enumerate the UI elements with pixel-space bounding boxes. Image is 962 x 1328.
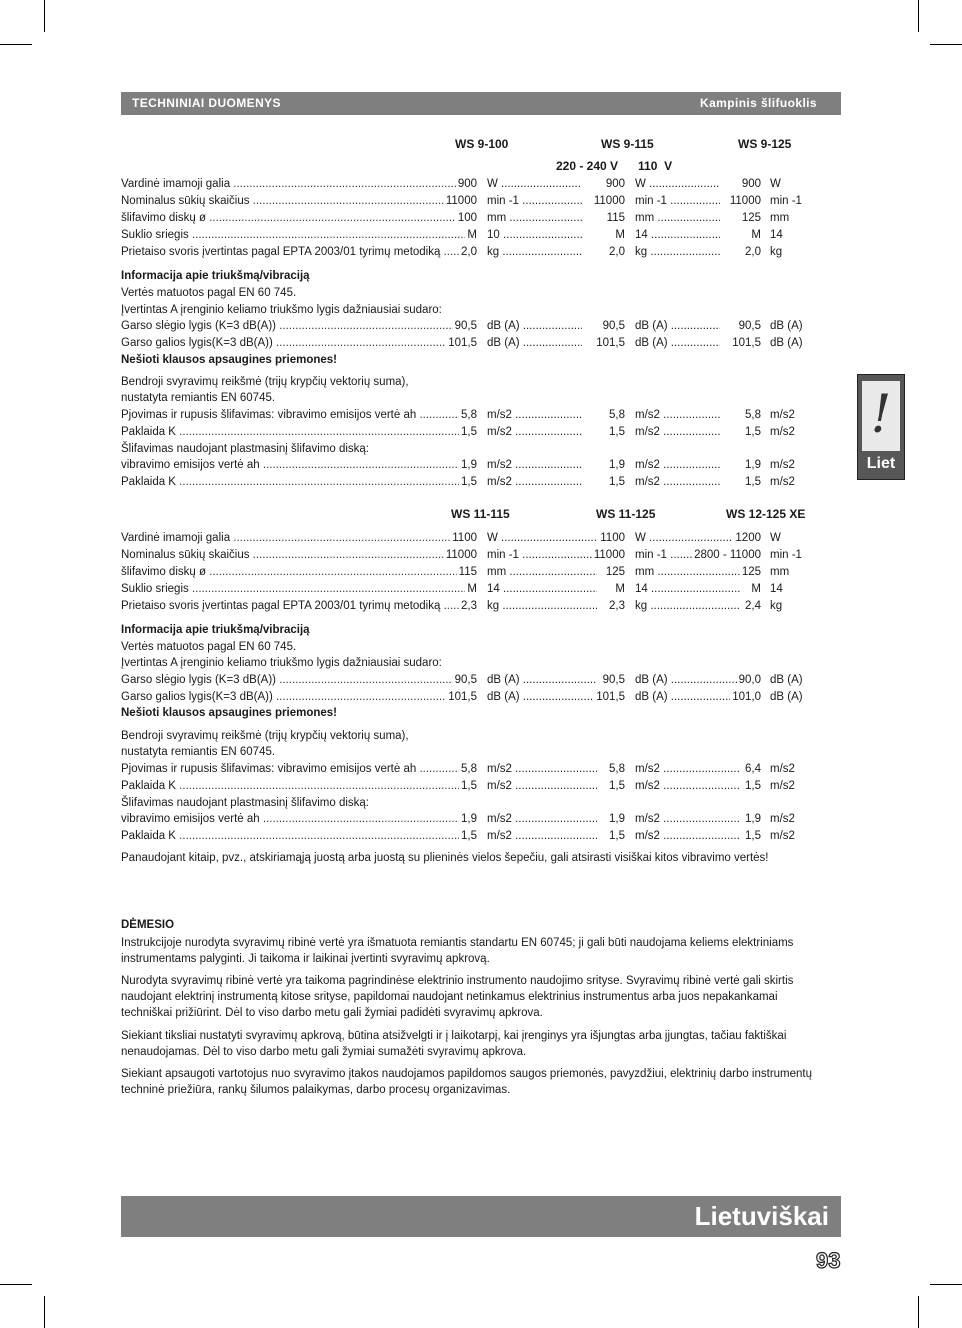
footer-language: Lietuviškai: [694, 1201, 829, 1231]
noise-line: Vertės matuotos pagal EN 60 745.: [121, 641, 297, 653]
spec-u1: 10 .....: [487, 227, 582, 244]
header-bar: [121, 92, 841, 115]
spec-u1: min -1 .....: [487, 547, 597, 564]
spec-u3: min -1: [770, 549, 802, 561]
spec-u3: dB (A): [770, 337, 803, 349]
spec-v1: 5,8: [459, 761, 477, 778]
spec-u2: mm .....: [635, 564, 740, 581]
spec-row: [121, 457, 841, 474]
model-header: WS 9-125: [738, 137, 792, 151]
spec-v1: M: [465, 581, 477, 598]
attention-paragraph: Nurodyta svyravimų ribinė vertė yra taikoma pagrindinėse elektrinio instrumento naudojimo srityse. Svyravimų ribinė vertė gali skirtis naudojant elektrinį instrumentą kitose srityse, papildomai naudojant netinkamus elektrinius instrumentus arba juos nepakankamai techniškai prižiūrint. Dėl to viso darbo metu gali žymiai padidėti svyravimų apkrova.: [121, 975, 794, 1019]
spec-u2: 14 .....: [635, 227, 720, 244]
header-title: TECHNINIAI DUOMENYS: [132, 96, 281, 110]
spec-u3: m/s2: [770, 830, 795, 842]
spec-u1: min -1 .....: [487, 193, 582, 210]
spec-u3: mm: [770, 212, 790, 224]
spec-v3: 1,5: [743, 778, 761, 795]
spec-label: Garso slėgio lygis (K=3 dB(A)) .....: [121, 672, 477, 689]
spec-v2: M: [613, 581, 625, 598]
language-side-tab: [857, 374, 905, 480]
spec-u1: m/s2 .....: [487, 457, 582, 474]
spec-row: [121, 335, 841, 352]
spec-v2: 1100: [598, 530, 625, 547]
spec-v1: 90,5: [453, 318, 477, 335]
spec-v2: 101,5: [594, 335, 625, 352]
noise-line: Vertės matuotos pagal EN 60 745.: [121, 287, 297, 299]
spec-v3: 101,5: [730, 335, 761, 352]
spec-u2: 14 .....: [635, 581, 740, 598]
spec-u2: m/s2 .....: [635, 424, 720, 441]
spec-v3: 1,5: [743, 474, 761, 491]
spec-v3: 5,8: [743, 407, 761, 424]
spec-u1: m/s2 .....: [487, 811, 597, 828]
spec-row: [121, 581, 841, 598]
spec-label: Nominalus sūkių skaičius .....: [121, 193, 477, 210]
spec-row: [121, 318, 841, 335]
spec-v3: 6,4: [743, 761, 761, 778]
model-header: WS 12-125 XE: [726, 507, 806, 521]
spec-u3: m/s2: [770, 476, 795, 488]
spec-u2: dB (A) .....: [635, 318, 720, 335]
spec-u1: kg .....: [487, 598, 597, 615]
crop-mark: [0, 1284, 32, 1285]
spec-u2: kg .....: [635, 244, 720, 261]
spec-v2: 2,0: [607, 244, 625, 261]
spec-label: Prietaiso svoris įvertintas pagal EPTA 2003/01 tyrimų metodiką .....: [121, 244, 477, 261]
spec-u3: m/s2: [770, 763, 795, 775]
spec-u3: kg: [770, 246, 783, 258]
spec-u2: dB (A) .....: [635, 335, 720, 352]
spec-u1: m/s2 .....: [487, 828, 597, 845]
spec-v1: 5,8: [459, 407, 477, 424]
spec-u1: m/s2 .....: [487, 761, 597, 778]
spec-u3: dB (A): [770, 674, 803, 686]
spec-row: [121, 564, 841, 581]
spec-u1: W .....: [487, 530, 597, 547]
vib-line: nustatyta remiantis EN 60745.: [121, 392, 276, 404]
vib-line: Bendroji svyravimų reikšmė (trijų krypčių vektorių suma),: [121, 730, 409, 742]
spec-v1: 1,5: [459, 828, 477, 845]
attention-paragraph: Siekiant apsaugoti vartotojus nuo svyravimo įtakos naudojamos papildomos saugos priemonės, pavyzdžiui, elektrinių darbo instrumentų techninė priežiūra, rankų šilumos palaikymas, darbo procesų organizavimas.: [121, 1068, 813, 1096]
spec-row: [121, 547, 841, 564]
spec-u1: mm .....: [487, 564, 597, 581]
warning-icon: [862, 381, 900, 451]
header-product: Kampinis šlifuoklis: [700, 96, 817, 110]
spec-v2: 1,5: [607, 828, 625, 845]
spec-v1: 101,5: [446, 689, 477, 706]
spec-label: Suklio sriegis .....: [121, 581, 477, 598]
spec-row: [121, 176, 841, 193]
plastic-line: Šlifavimas naudojant plastmasinį šlifavimo diską:: [121, 443, 369, 455]
model-header: WS 11-125: [596, 507, 656, 521]
spec-u2: m/s2 .....: [635, 457, 720, 474]
spec-v1: 1,9: [459, 457, 477, 474]
spec-label: Vardinė imamoji galia .....: [121, 176, 477, 193]
spec-u2: m/s2 .....: [635, 474, 720, 491]
spec-u3: kg: [770, 600, 783, 612]
spec-row: [121, 828, 841, 845]
spec-u2: m/s2 .....: [635, 407, 720, 424]
spec-v2: 2,3: [607, 598, 625, 615]
spec-v1: 1,9: [459, 811, 477, 828]
spec-u2: min -1 .....: [635, 547, 740, 564]
spec-u1: dB (A) .....: [487, 672, 597, 689]
attention-title: DĖMESIO: [121, 919, 175, 931]
spec-u1: m/s2 .....: [487, 424, 582, 441]
spec-u2: dB (A) .....: [635, 672, 740, 689]
spec-v1: 90,5: [453, 672, 477, 689]
spec-v1: 115: [457, 564, 477, 581]
crop-mark: [930, 1284, 962, 1285]
spec-label: Garso slėgio lygis (K=3 dB(A)) .....: [121, 318, 477, 335]
crop-mark: [918, 1296, 919, 1328]
crop-mark: [918, 0, 919, 32]
spec-label: Prietaiso svoris įvertintas pagal EPTA 2003/01 tyrimų metodiką .....: [121, 598, 477, 615]
spec-u2: kg .....: [635, 598, 740, 615]
spec-u2: W .....: [635, 176, 720, 193]
attention-paragraph: Siekiant tiksliai nustatyti svyravimų apkrovą, būtina atsižvelgti ir į laikotarpį, kai įrenginys yra išjungtas arba įjungtas, tačiau faktiškai nenaudojamas. Dėl to viso darbo metu gali žymiai sumažėti svyravimų apkrova.: [121, 1030, 787, 1058]
spec-v2: 1,5: [607, 424, 625, 441]
spec-v2: 125: [604, 564, 625, 581]
spec-v2: 1,9: [607, 457, 625, 474]
spec-u2: m/s2 .....: [635, 828, 740, 845]
spec-v2: 90,5: [601, 672, 625, 689]
side-tab-label: Liet: [866, 455, 896, 472]
spec-u1: dB (A) .....: [487, 318, 582, 335]
spec-row: [121, 689, 841, 706]
vib-line: Bendroji svyravimų reikšmė (trijų krypčių vektorių suma),: [121, 376, 409, 388]
spec-v3: 1,9: [743, 457, 761, 474]
spec-u2: dB (A) .....: [635, 689, 740, 706]
spec-row: [121, 761, 841, 778]
spec-row: [121, 227, 841, 244]
spec-v2: 115: [605, 210, 625, 227]
spec-v1: 1,5: [459, 474, 477, 491]
spec-label: vibravimo emisijos vertė ah .....: [121, 811, 477, 828]
spec-v1: 11000: [444, 547, 477, 564]
spec-u2: min -1 .....: [635, 193, 720, 210]
page-number: 93: [816, 1248, 841, 1273]
spec-u1: m/s2 .....: [487, 474, 582, 491]
spec-u3: 14: [770, 583, 783, 595]
spec-u2: m/s2 .....: [635, 778, 740, 795]
spec-u2: W .....: [635, 530, 740, 547]
crop-mark: [44, 1296, 45, 1328]
spec-u1: dB (A) .....: [487, 335, 582, 352]
crop-mark: [0, 44, 32, 45]
spec-v3: 90,5: [737, 318, 761, 335]
vib-line: nustatyta remiantis EN 60745.: [121, 746, 276, 758]
spec-u1: W .....: [487, 176, 582, 193]
footer-bar: [121, 1196, 841, 1237]
spec-v3: 1200: [733, 530, 761, 547]
spec-u3: mm: [770, 566, 790, 578]
warning-symbol: !: [870, 385, 892, 445]
plastic-line: Šlifavimas naudojant plastmasinį šlifavimo diską:: [121, 797, 369, 809]
spec-v1: M: [465, 227, 477, 244]
noise-title: Informacija apie triukšmą/vibraciją: [121, 270, 310, 282]
model-header: WS 11-115: [451, 507, 510, 521]
noise-line: Įvertintas A įrenginio keliamo triukšmo lygis dažniausiai sudaro:: [121, 657, 442, 669]
spec-label: Pjovimas ir rupusis šlifavimas: vibravimo emisijos vertė ah .....: [121, 761, 477, 778]
spec-v2: 90,5: [601, 318, 625, 335]
spec-v2: 5,8: [607, 407, 625, 424]
spec-u3: m/s2: [770, 813, 795, 825]
spec-v3: M: [749, 581, 761, 598]
spec-v3: 2,0: [743, 244, 761, 261]
model-header: WS 9-100: [455, 137, 509, 151]
spec-label: Suklio sriegis .....: [121, 227, 477, 244]
spec-v3: 1,5: [743, 828, 761, 845]
spec-v2: 900: [604, 176, 625, 193]
spec-v2: 11000: [592, 193, 625, 210]
spec-u2: mm .....: [635, 210, 720, 227]
noise-line: Įvertintas A įrenginio keliamo triukšmo lygis dažniausiai sudaro:: [121, 304, 442, 316]
spec-row: [121, 530, 841, 547]
spec-u3: dB (A): [770, 320, 803, 332]
spec-v2: 11000: [592, 547, 625, 564]
spec-u1: kg .....: [487, 244, 582, 261]
spec-label: Paklaida K .....: [121, 778, 477, 795]
spec-u3: m/s2: [770, 426, 795, 438]
spec-row: [121, 778, 841, 795]
spec-v3: 90,0: [737, 672, 761, 689]
spec-v2: 5,8: [607, 761, 625, 778]
spec-label: Garso galios lygis(K=3 dB(A)) .....: [121, 689, 477, 706]
spec-v3: 2800 - 11000: [692, 547, 761, 564]
spec-row: [121, 598, 841, 615]
spec-v2: M: [613, 227, 625, 244]
spec-label: Pjovimas ir rupusis šlifavimas: vibravimo emisijos vertė ah .....: [121, 407, 477, 424]
spec-u2: m/s2 .....: [635, 811, 740, 828]
spec-v3: 11000: [728, 193, 761, 210]
ear-protection: Nešioti klausos apsaugines priemones!: [121, 354, 338, 366]
spec-v1: 900: [456, 176, 477, 193]
spec-label: Nominalus sūkių skaičius .....: [121, 547, 477, 564]
spec-v1: 2,3: [459, 598, 477, 615]
spec-v3: M: [749, 227, 761, 244]
attention-paragraph: Instrukcijoje nurodyta svyravimų ribinė vertė yra išmatuota remiantis standartu EN 60745; ji gali būti naudojama keliems elektriniams instrumentams palyginti. Ji taikoma ir laikinai įvertinti svyravimų apkrovą.: [121, 937, 794, 965]
spec-row: [121, 811, 841, 828]
spec-label: vibravimo emisijos vertė ah .....: [121, 457, 477, 474]
spec-label: Vardinė imamoji galia .....: [121, 530, 477, 547]
spec-u1: m/s2 .....: [487, 778, 597, 795]
spec-label: Paklaida K .....: [121, 474, 477, 491]
spec-u3: m/s2: [770, 459, 795, 471]
spec-v3: 900: [740, 176, 761, 193]
spec-label: Garso galios lygis(K=3 dB(A)) .....: [121, 335, 477, 352]
spec-v1: 101,5: [446, 335, 477, 352]
spec-u1: dB (A) .....: [487, 689, 597, 706]
spec-row: [121, 672, 841, 689]
crop-mark: [930, 44, 962, 45]
spec-u3: m/s2: [770, 780, 795, 792]
spec-v1: 1,5: [459, 778, 477, 795]
spec-v1: 100: [456, 210, 477, 227]
spec-u1: m/s2 .....: [487, 407, 582, 424]
spec-row: [121, 210, 841, 227]
spec-u2: m/s2 .....: [635, 761, 740, 778]
spec-v1: 1100: [450, 530, 477, 547]
spec-u1: 14 .....: [487, 581, 597, 598]
spec-v2: 1,9: [607, 811, 625, 828]
spec-v1: 1,5: [459, 424, 477, 441]
spec-u3: W: [770, 532, 781, 544]
spec-v3: 1,5: [743, 424, 761, 441]
model-header: WS 9-115: [601, 137, 654, 151]
spec-label: šlifavimo diskų ø .....: [121, 564, 477, 581]
spec-row: [121, 424, 841, 441]
spec-u1: mm .....: [487, 210, 582, 227]
spec-row: [121, 244, 841, 261]
spec-row: [121, 474, 841, 491]
crop-mark: [44, 0, 45, 32]
spec-row: [121, 407, 841, 424]
spec-u3: W: [770, 178, 781, 190]
note: Panaudojant kitaip, pvz., atskiriamąją juostą arba juostą su plieninės vielos šepečiu, gali atsirasti visiškai kitos vibravimo vertės!: [121, 852, 769, 864]
ear-protection: Nešioti klausos apsaugines priemones!: [121, 707, 338, 719]
spec-v3: 125: [740, 210, 761, 227]
spec-v2: 1,5: [607, 778, 625, 795]
spec-v3: 101,0: [730, 689, 761, 706]
spec-u3: 14: [770, 229, 783, 241]
voltage-label: 220 - 240 V 110 V: [556, 159, 673, 173]
spec-v3: 1,9: [743, 811, 761, 828]
spec-v3: 125: [740, 564, 761, 581]
spec-label: šlifavimo diskų ø .....: [121, 210, 477, 227]
spec-v2: 101,5: [594, 689, 625, 706]
spec-u3: min -1: [770, 195, 802, 207]
noise-title: Informacija apie triukšmą/vibraciją: [121, 624, 310, 636]
spec-v1: 11000: [444, 193, 477, 210]
spec-row: [121, 193, 841, 210]
spec-label: Paklaida K .....: [121, 424, 477, 441]
spec-label: Paklaida K .....: [121, 828, 477, 845]
spec-v3: 2,4: [743, 598, 761, 615]
spec-u3: m/s2: [770, 409, 795, 421]
spec-v1: 2,0: [459, 244, 477, 261]
spec-u3: dB (A): [770, 691, 803, 703]
spec-v2: 1,5: [607, 474, 625, 491]
